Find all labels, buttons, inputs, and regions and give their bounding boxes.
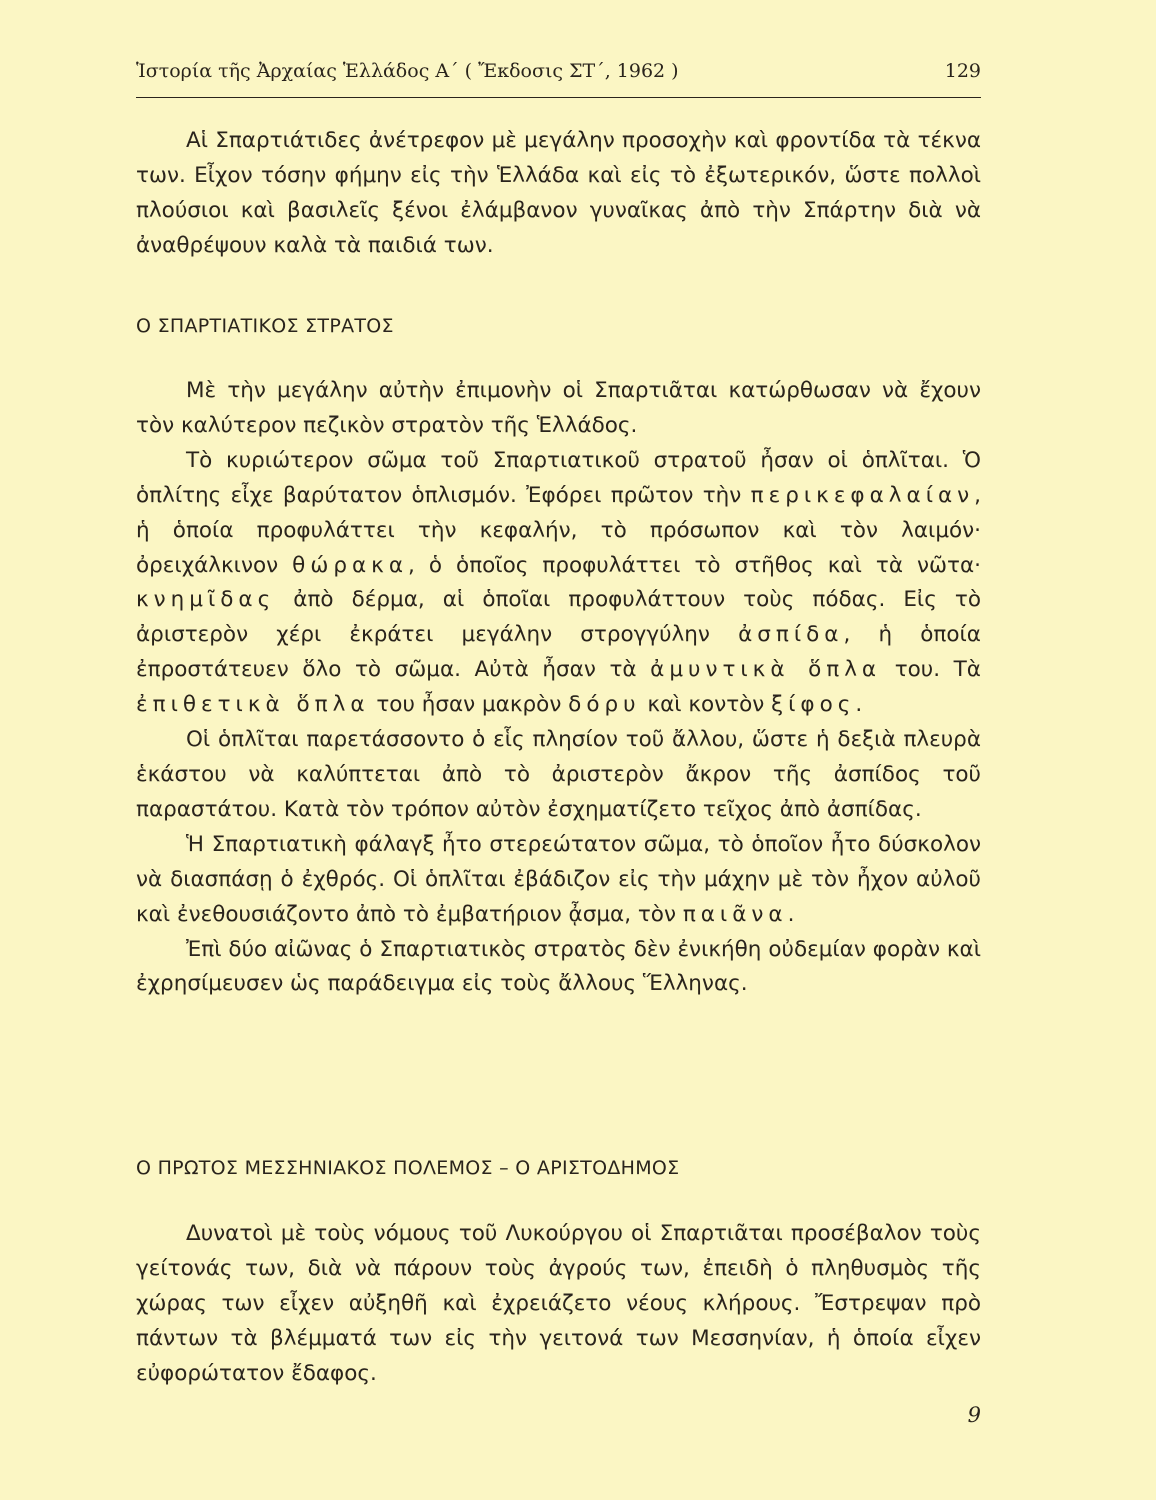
section-heading-spartan-army: Ο ΣΠΑΡΤΙΑΤΙΚΟΣ ΣΤΡΑΤΟΣ xyxy=(136,315,394,337)
paragraph: Μὲ τὴν μεγάλην αὐτὴν ἐπιμονὴν οἱ Σπαρτιᾶται κατώρθωσαν νὰ ἔχουν τὸν καλύτερον πεζικὸν στρατὸν τῆς Ἑλλάδος. xyxy=(136,378,981,438)
spaced-term: κνημῖδας xyxy=(136,587,276,613)
spaced-term: ξίφος xyxy=(771,692,856,718)
section-spartan-army-body xyxy=(136,374,981,1002)
spaced-term: περικεφαλαίαν xyxy=(750,482,975,508)
running-head xyxy=(136,60,981,90)
intro-block xyxy=(136,124,981,264)
paragraph-phalanx: Ἡ Σπαρτιατικὴ φάλαγξ ἦτο στερεώτατον σῶμα, τὸ ὁποῖον ἦτο δύσκολον νὰ διασπάσῃ ὁ ἐχθρός. Οἱ ὁπλῖται ἐβάδιζον εἰς τὴν μάχην μὲ τὸν ἦχον αὐλοῦ καὶ ἐνεθουσιάζοντο ἀπὸ τὸ ἐμβατήριον ᾆσμα, τὸν παιᾶνα. xyxy=(136,831,981,927)
paragraph-intro: Αἱ Σπαρτιάτιδες ἀνέτρεφον μὲ μεγάλην προσοχὴν καὶ φροντίδα τὰ τέκνα των. Εἶχον τόσην φήμην εἰς τὴν Ἑλλάδα καὶ εἰς τὸ ἐξωτερικόν, ὥστε πολλοὶ πλούσιοι καὶ βασιλεῖς ξένοι ἐλάμβανον γυναῖκας ἀπὸ τὴν Σπάρτην διὰ νὰ ἀναθρέψουν καλὰ τὰ παιδιά των. xyxy=(136,128,981,258)
spaced-term: ἐπιθετικὰ ὅπλα xyxy=(136,692,370,718)
paragraph-hoplite-armour: Τὸ κυριώτερον σῶμα τοῦ Σπαρτιατικοῦ στρατοῦ ἦσαν οἱ ὁπλῖται. Ὁ ὁπλίτης εἶχε βαρύτατον ὁπλισμόν. Ἐφόρει πρῶτον τὴν περικεφαλαίαν, ἡ ὁποία προφυλάττει τὴν κεφαλήν, τὸ πρόσωπον καὶ τὸν λαιμόν· ὀρειχάλκινον θώρακα, ὁ ὁποῖος προφυλάττει τὸ στῆθος καὶ τὰ νῶτα· κνημῖδας ἀπὸ δέρμα, αἱ ὁποῖαι προφυλάττουν τοὺς πόδας. Εἰς τὸ ἀριστερὸν χέρι ἐκράτει μεγάλην στρογγύλην ἀσπίδα, ἡ ὁποία ἐπροστάτευεν ὅλο τὸ σῶμα. Αὐτὰ ἦσαν τὰ ἀμυντικὰ ὅπλα του. Τὰ ἐπιθετικὰ ὅπλα του ἦσαν μακρὸν δόρυ καὶ κοντὸν ξίφος. xyxy=(136,447,982,718)
spaced-term: ἀμυντικὰ ὅπλα xyxy=(650,657,882,683)
section-messenian-war-body xyxy=(136,1217,981,1392)
paragraph: Οἱ ὁπλῖται παρετάσσοντο ὁ εἷς πλησίον τοῦ ἄλλου, ὥστε ἡ δεξιὰ πλευρὰ ἑκάστου νὰ καλύπτεται ἀπὸ τὸ ἀριστερὸν ἄκρον τῆς ἀσπίδος τοῦ παραστάτου. Κατὰ τὸν τρόπον αὐτὸν ἐσχηματίζετο τεῖχος ἀπὸ ἀσπίδας. xyxy=(136,727,981,822)
running-head-title: Ἱστορία τῆς Ἀρχαίας Ἑλλάδος Α΄ ( Ἔκδοσις ΣΤ΄, 1962 ) xyxy=(136,60,679,82)
spaced-term: παιᾶνα xyxy=(682,901,788,927)
paragraph: Ἐπὶ δύο αἰῶνας ὁ Σπαρτιατικὸς στρατὸς δὲν ἐνικήθη οὐδεμίαν φορὰν καὶ ἐχρησίμευσεν ὡς παράδειγμα εἰς τοὺς ἄλλους Ἕλληνας. xyxy=(136,936,981,997)
page-number: 129 xyxy=(944,60,981,82)
spaced-term: ἀσπίδα xyxy=(738,622,844,648)
header-rule xyxy=(136,97,981,98)
spaced-term: δόρυ xyxy=(568,692,641,718)
spaced-term: θώρακα xyxy=(292,552,408,578)
section-heading-messenian-war: Ο ΠΡΩΤΟΣ ΜΕΣΣΗΝΙΑΚΟΣ ΠΟΛΕΜΟΣ – Ο ΑΡΙΣΤΟΔΗΜΟΣ xyxy=(136,1157,680,1179)
printer-signature-mark: 9 xyxy=(967,1403,981,1427)
paragraph: Δυνατοὶ μὲ τοὺς νόμους τοῦ Λυκούργου οἱ Σπαρτιᾶται προσέβαλον τοὺς γείτονάς των, διὰ νὰ πάρουν τοὺς ἀγρούς των, ἐπειδὴ ὁ πληθυσμὸς τῆς χώρας των εἶχεν αὐξηθῆ καὶ ἐχρειάζετο νέους κλήρους. Ἔστρεψαν πρὸ πάντων τὰ βλέμματά των εἰς τὴν γειτονά των Μεσσηνίαν, ἡ ὁποία εἶχεν εὐφορώτατον ἔδαφος. xyxy=(136,1221,981,1386)
